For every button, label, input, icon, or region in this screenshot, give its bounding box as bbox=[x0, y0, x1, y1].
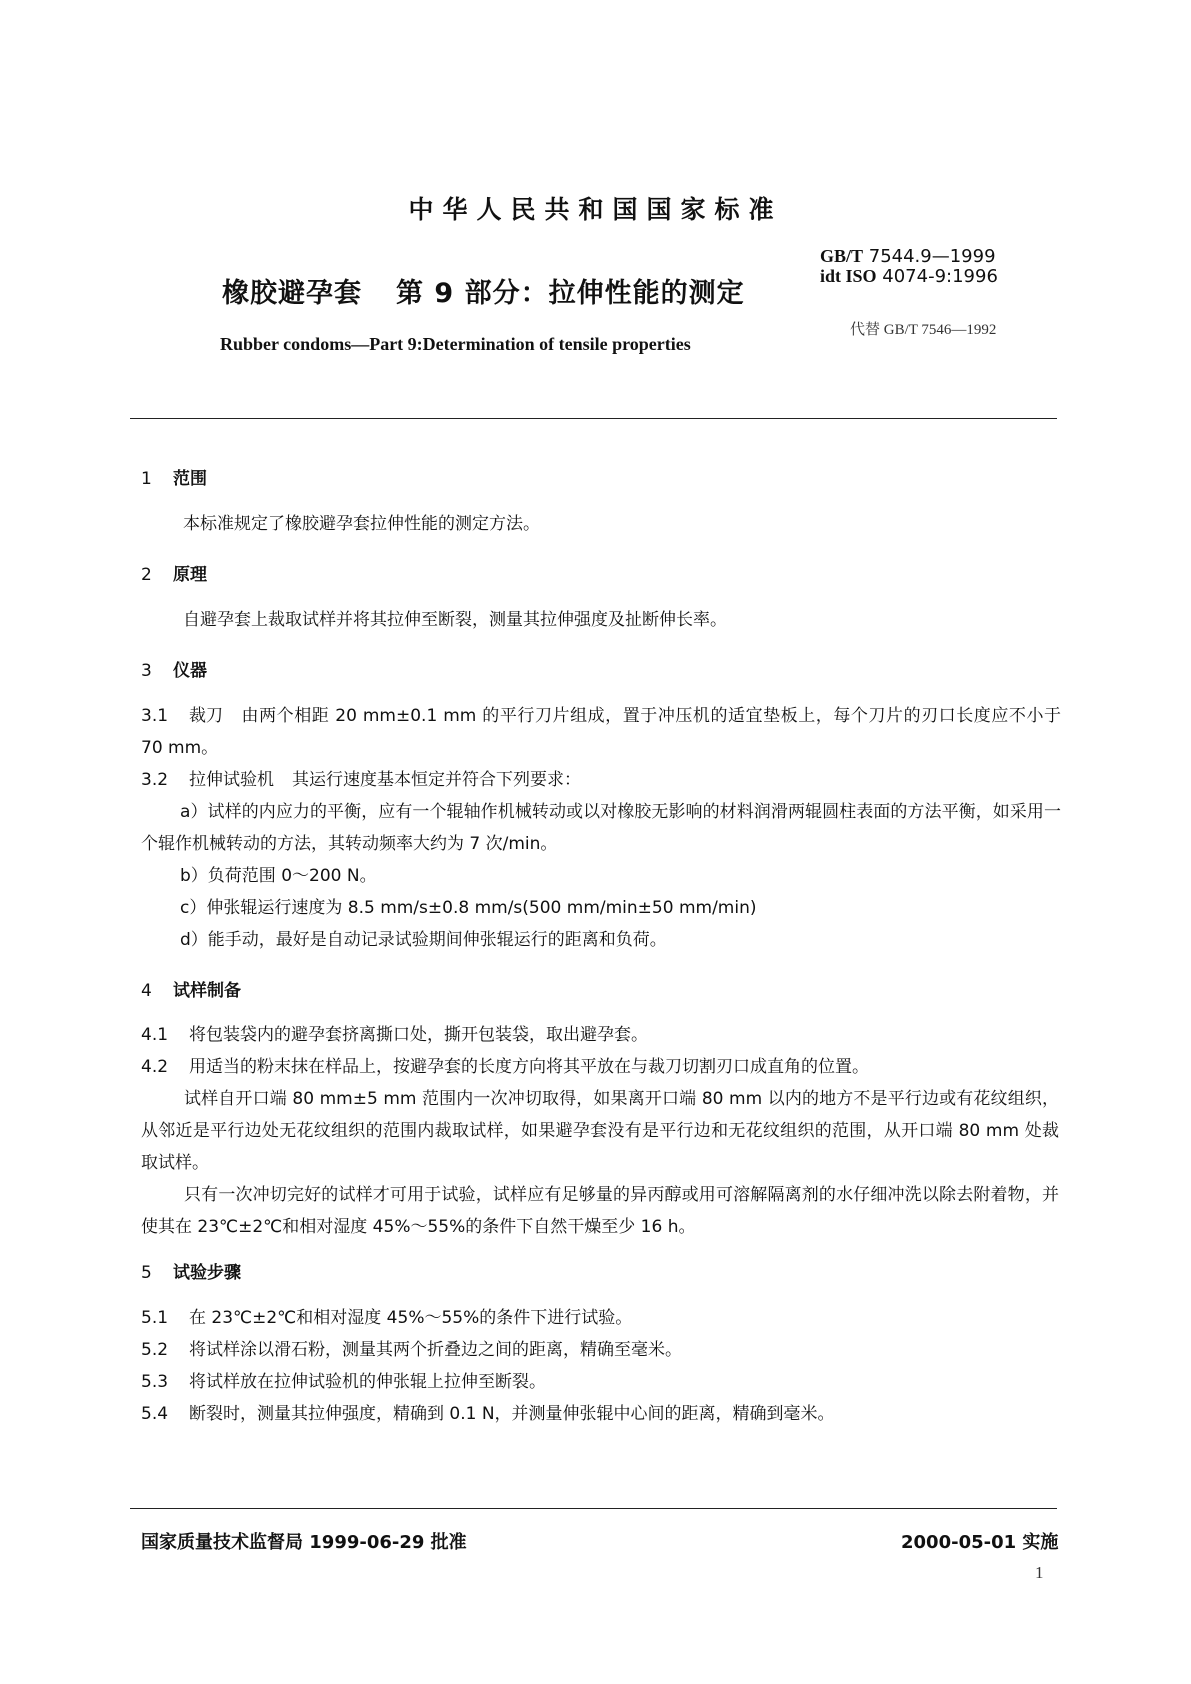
standard-code-label: GB/T bbox=[820, 246, 864, 266]
clause-text: 将试样放在拉伸试验机的伸张辊上拉伸至断裂。 bbox=[189, 1372, 546, 1392]
section-1-heading bbox=[141, 464, 207, 489]
clause-text: 将包装袋内的避孕套挤离撕口处，撕开包装袋，取出避孕套。 bbox=[189, 1025, 648, 1045]
clause-number: 4.2 bbox=[141, 1057, 169, 1077]
standard-code-number: 7544.9—1999 bbox=[868, 246, 996, 267]
footer-divider bbox=[130, 1508, 1057, 1509]
title-part: 第 9 部分：拉伸性能的测定 bbox=[396, 278, 745, 309]
replaces-standard: 代替 GB/T 7546—1992 bbox=[850, 322, 997, 338]
clause-term: 拉伸试验机 bbox=[189, 770, 274, 790]
section-title: 仪器 bbox=[173, 661, 207, 681]
clause-4-1 bbox=[141, 1019, 648, 1051]
title-product: 橡胶避孕套 bbox=[222, 278, 362, 309]
clause-text: 断裂时，测量其拉伸强度，精确到 0.1 N，并测量伸张辊中心间的距离，精确到毫米。 bbox=[189, 1404, 835, 1424]
clause-4-2 bbox=[141, 1051, 869, 1083]
clause-text: 由两个相距 20 mm±0.1 mm 的平行刀片组成，置于冲压机的适宜垫板上，每个刀片的刃口长度应不小于 70 mm。 bbox=[141, 706, 1061, 758]
document-title bbox=[222, 271, 745, 310]
list-item-c: c）伸张辊运行速度为 8.5 mm/s±0.8 mm/s(500 mm/min±50 mm/min) bbox=[180, 898, 757, 918]
clause-number: 4.1 bbox=[141, 1025, 169, 1045]
section-3-heading bbox=[141, 656, 207, 681]
section-4-heading bbox=[141, 976, 241, 1001]
list-item-a: a）试样的内应力的平衡，应有一个辊轴作机械转动或以对橡胶无影响的材料润滑两辊圆柱表面的方法平衡，如采用一个辊作机械转动的方法，其转动频率大约为 7 次/min。 bbox=[141, 802, 1061, 854]
identical-standard-number: 4074-9:1996 bbox=[882, 266, 998, 287]
list-item-b: b）负荷范围 0～200 N。 bbox=[180, 866, 377, 886]
header-divider bbox=[130, 418, 1057, 419]
clause-text: 在 23℃±2℃和相对湿度 45%～55%的条件下进行试验。 bbox=[189, 1308, 633, 1328]
clause-5-1 bbox=[141, 1302, 632, 1334]
section-number: 5 bbox=[141, 1263, 152, 1283]
standard-code bbox=[820, 246, 996, 267]
specimen-paragraph-2: 只有一次冲切完好的试样才可用于试验，试样应有足够量的异丙醇或用可溶解隔离剂的水仔细冲洗以除去附着物，并使其在 23℃±2℃和相对湿度 45%～55%的条件下自然干燥至少 16 h。 bbox=[141, 1185, 1059, 1237]
section-5-heading bbox=[141, 1258, 241, 1283]
clause-text: 用适当的粉末抹在样品上，按避孕套的长度方向将其平放在与裁刀切割刃口成直角的位置。 bbox=[189, 1057, 869, 1077]
clause-3-1 bbox=[141, 700, 1061, 764]
clause-text: 将试样涂以滑石粉，测量其两个折叠边之间的距离，精确至毫米。 bbox=[189, 1340, 682, 1360]
clause-number: 5.2 bbox=[141, 1340, 169, 1360]
page-number: 1 bbox=[1035, 1563, 1044, 1582]
section-2-text: 自避孕套上裁取试样并将其拉伸至断裂，测量其拉伸强度及扯断伸长率。 bbox=[183, 610, 727, 630]
clause-number: 5.1 bbox=[141, 1308, 169, 1328]
clause-number: 5.4 bbox=[141, 1404, 169, 1424]
section-1-text: 本标准规定了橡胶避孕套拉伸性能的测定方法。 bbox=[183, 514, 540, 534]
approval-line: 国家质量技术监督局 1999-06-29 批准 bbox=[141, 1532, 467, 1553]
section-number: 3 bbox=[141, 661, 152, 681]
section-number: 1 bbox=[141, 469, 152, 489]
section-2-heading bbox=[141, 560, 207, 585]
section-title: 试验步骤 bbox=[173, 1263, 241, 1283]
specimen-paragraph-1: 试样自开口端 80 mm±5 mm 范围内一次冲切取得，如果离开口端 80 mm 以内的地方不是平行边或有花纹组织，从邻近是平行边处无花纹组织的范围内裁取试样，如果避孕套没有是平行边和无花纹组织的范围，从开口端 80 mm 处裁取试样。 bbox=[141, 1089, 1059, 1173]
identical-standard bbox=[820, 266, 998, 287]
section-title: 范围 bbox=[173, 469, 207, 489]
clause-term: 裁刀 bbox=[189, 706, 223, 726]
clause-5-2 bbox=[141, 1334, 682, 1366]
clause-5-4 bbox=[141, 1398, 835, 1430]
clause-number: 3.1 bbox=[141, 706, 169, 726]
clause-3-2 bbox=[141, 764, 581, 796]
section-number: 2 bbox=[141, 565, 152, 585]
list-item-d: d）能手动，最好是自动记录试验期间伸张辊运行的距离和负荷。 bbox=[180, 930, 667, 950]
implementation-line: 2000-05-01 实施 bbox=[901, 1532, 1059, 1553]
identical-standard-label: idt ISO bbox=[820, 266, 877, 286]
clause-number: 3.2 bbox=[141, 770, 169, 790]
section-title: 原理 bbox=[173, 565, 207, 585]
document-title-english: Rubber condoms—Part 9:Determination of tensile properties bbox=[220, 334, 691, 354]
national-standard-heading: 中华人民共和国国家标准 bbox=[408, 195, 783, 224]
section-title: 试样制备 bbox=[173, 981, 241, 1001]
clause-text: 其运行速度基本恒定并符合下列要求： bbox=[292, 770, 581, 790]
clause-number: 5.3 bbox=[141, 1372, 169, 1392]
section-number: 4 bbox=[141, 981, 152, 1001]
clause-5-3 bbox=[141, 1366, 546, 1398]
